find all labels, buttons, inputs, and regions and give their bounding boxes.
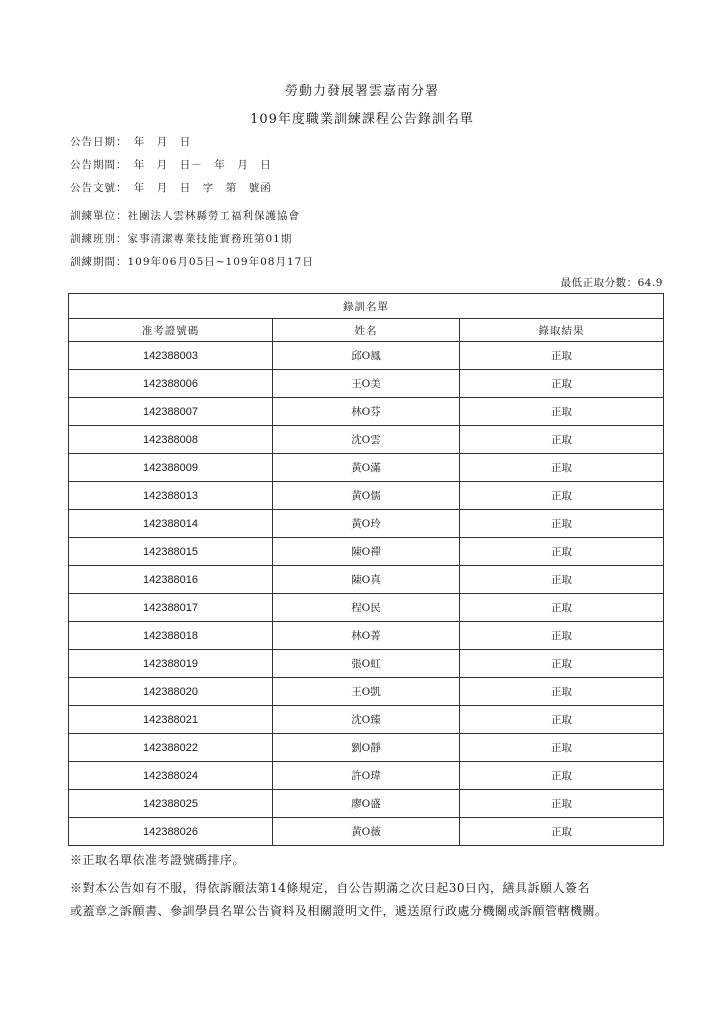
cell-result: 正取 [460, 678, 664, 706]
cell-result: 正取 [460, 650, 664, 678]
table-row [69, 818, 664, 846]
training-unit: 訓練單位：社團法人雲林縣勞工福利保護協會 [70, 210, 300, 222]
announce-period: 公告期間： 年 月 日－ 年 月 日 [70, 159, 272, 171]
table-caption: 錄訓名單 [69, 294, 664, 319]
cell-exam-id: 142388019 [69, 650, 273, 678]
cell-result: 正取 [460, 594, 664, 622]
cell-exam-id: 142388008 [69, 426, 273, 454]
cell-name: 劉O靜 [273, 734, 460, 762]
cell-name: 林O芬 [273, 398, 460, 426]
cell-exam-id: 142388016 [69, 566, 273, 594]
table-row [69, 734, 664, 762]
training-class: 訓練班別：家事清潔專業技能實務班第01期 [70, 233, 293, 245]
cell-exam-id: 142388014 [69, 510, 273, 538]
appeal-note-line2: 或蓋章之訴願書、參訓學員名單公告資料及相關證明文件，遞送原行政處分機關或訴願管轄機關。 [70, 904, 608, 918]
table-row [69, 370, 664, 398]
cell-exam-id: 142388015 [69, 538, 273, 566]
cell-name: 黃O玲 [273, 510, 460, 538]
table-row [69, 342, 664, 370]
table-row [69, 538, 664, 566]
cell-result: 正取 [460, 538, 664, 566]
cell-result: 正取 [460, 370, 664, 398]
document-title: 109年度職業訓練課程公告錄訓名單 [250, 112, 474, 127]
cell-result: 正取 [460, 482, 664, 510]
cell-exam-id: 142388025 [69, 790, 273, 818]
column-header-result: 錄取結果 [460, 319, 664, 342]
cell-name: 黃O儒 [273, 482, 460, 510]
training-period: 訓練期間：109年06月05日~109年08月17日 [70, 256, 314, 268]
announce-date: 公告日期： 年 月 日 [70, 136, 192, 148]
cell-exam-id: 142388020 [69, 678, 273, 706]
table-row [69, 790, 664, 818]
cell-name: 王O凱 [273, 678, 460, 706]
cell-name: 王O美 [273, 370, 460, 398]
cell-result: 正取 [460, 426, 664, 454]
table-row [69, 622, 664, 650]
agency-title: 勞動力發展署雲嘉南分署 [284, 84, 439, 99]
cell-exam-id: 142388018 [69, 622, 273, 650]
cell-name: 黃O薇 [273, 818, 460, 846]
cell-result: 正取 [460, 790, 664, 818]
cell-exam-id: 142388017 [69, 594, 273, 622]
announce-doc-number: 公告文號： 年 月 日 字 第 號函 [70, 182, 272, 194]
cell-result: 正取 [460, 734, 664, 762]
cell-result: 正取 [460, 706, 664, 734]
cell-name: 陳O禪 [273, 538, 460, 566]
cell-result: 正取 [460, 762, 664, 790]
cell-exam-id: 142388026 [69, 818, 273, 846]
column-header-name: 姓名 [273, 319, 460, 342]
cell-name: 沈O雲 [273, 426, 460, 454]
cell-result: 正取 [460, 510, 664, 538]
cell-result: 正取 [460, 818, 664, 846]
cell-name: 邱O鳳 [273, 342, 460, 370]
cell-name: 黃O滿 [273, 454, 460, 482]
cell-exam-id: 142388021 [69, 706, 273, 734]
cell-result: 正取 [460, 342, 664, 370]
cell-name: 程O民 [273, 594, 460, 622]
admission-table [68, 293, 664, 846]
table-row [69, 398, 664, 426]
column-header-id: 准考證號碼 [69, 319, 273, 342]
cell-exam-id: 142388022 [69, 734, 273, 762]
cell-exam-id: 142388013 [69, 482, 273, 510]
table-row [69, 594, 664, 622]
cell-name: 沈O臻 [273, 706, 460, 734]
table-row [69, 426, 664, 454]
table-row [69, 762, 664, 790]
cell-exam-id: 142388006 [69, 370, 273, 398]
cell-result: 正取 [460, 622, 664, 650]
cell-name: 張O虹 [273, 650, 460, 678]
table-row [69, 650, 664, 678]
min-score: 最低正取分數：64.9 [560, 277, 663, 289]
cell-name: 陳O真 [273, 566, 460, 594]
cell-name: 許O瑋 [273, 762, 460, 790]
cell-result: 正取 [460, 566, 664, 594]
cell-result: 正取 [460, 398, 664, 426]
cell-exam-id: 142388024 [69, 762, 273, 790]
table-row [69, 706, 664, 734]
cell-exam-id: 142388009 [69, 454, 273, 482]
appeal-note-line1: ※對本公告如有不服，得依訴願法第14條規定，自公告期滿之次日起30日內，繕具訴願人簽名 [70, 881, 591, 895]
table-row [69, 454, 664, 482]
cell-exam-id: 142388007 [69, 398, 273, 426]
sort-note: ※正取名單依准考證號碼排序。 [70, 853, 246, 867]
table-row [69, 566, 664, 594]
table-row [69, 510, 664, 538]
table-row [69, 482, 664, 510]
cell-name: 廖O盛 [273, 790, 460, 818]
cell-exam-id: 142388003 [69, 342, 273, 370]
table-row [69, 678, 664, 706]
cell-result: 正取 [460, 454, 664, 482]
cell-name: 林O菁 [273, 622, 460, 650]
